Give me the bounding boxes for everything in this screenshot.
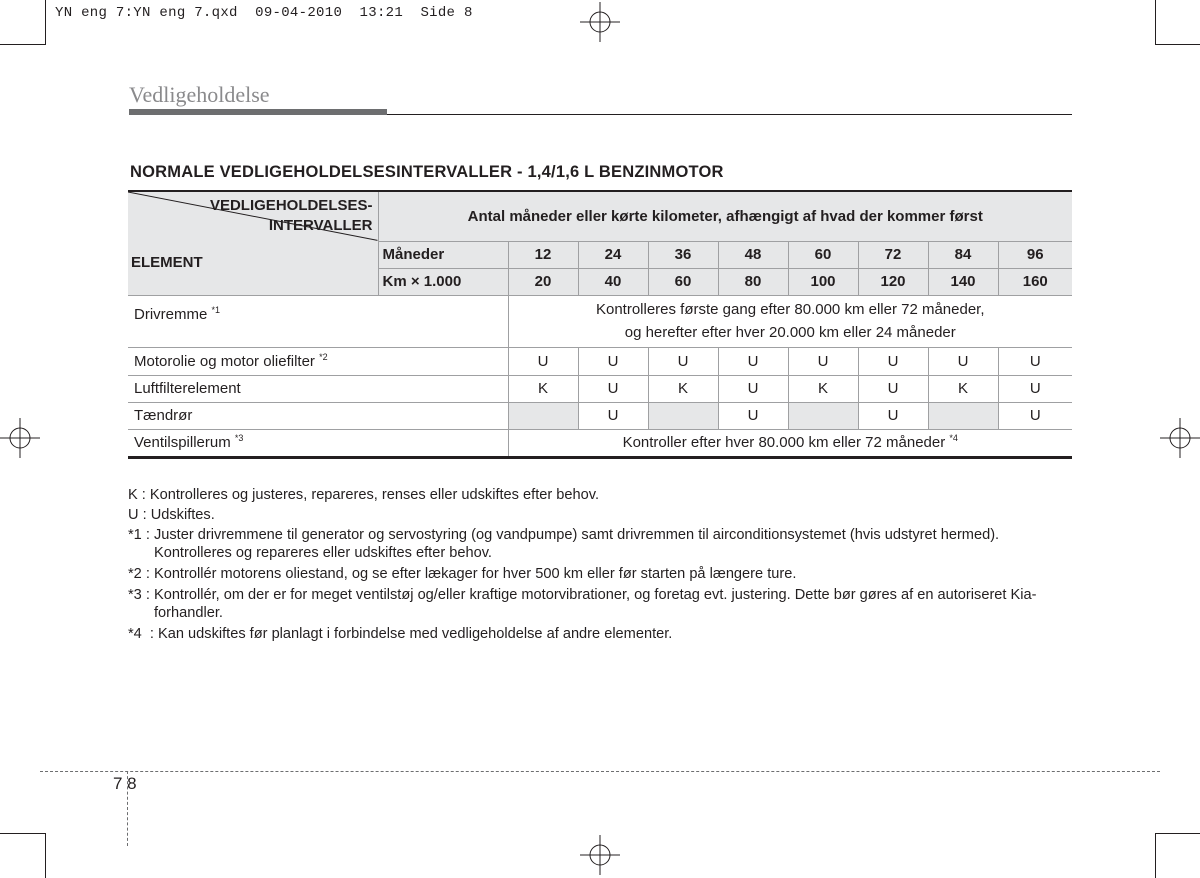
month-cell: 12 xyxy=(508,241,578,268)
row-span-text xyxy=(508,429,1072,457)
registration-mark-icon xyxy=(580,2,620,42)
footnote-text: Udskiftes. xyxy=(150,507,215,523)
crop-mark xyxy=(1155,0,1156,45)
km-label: Km × 1.000 xyxy=(378,268,508,295)
interval-cell: U xyxy=(578,347,648,375)
table-row xyxy=(128,295,1072,347)
km-cell: 140 xyxy=(928,268,998,295)
footnote xyxy=(128,486,1073,504)
interval-cell-empty xyxy=(928,402,998,429)
interval-cell: U xyxy=(718,402,788,429)
interval-cell-empty xyxy=(788,402,858,429)
interval-cell: U xyxy=(718,347,788,375)
row-label-text: Drivremme xyxy=(134,305,208,323)
crop-mark xyxy=(0,833,45,834)
corner-header-element: ELEMENT xyxy=(131,254,203,271)
interval-cell: U xyxy=(928,347,998,375)
month-cell: 84 xyxy=(928,241,998,268)
footnote xyxy=(128,625,1073,643)
row-span-text xyxy=(508,295,1072,347)
interval-cell-empty xyxy=(508,402,578,429)
footnote-ref: *4 xyxy=(949,433,958,443)
footnote-ref: *1 xyxy=(211,304,221,315)
crop-mark xyxy=(0,44,45,45)
footnote xyxy=(128,526,1073,562)
interval-cell: U xyxy=(858,402,928,429)
table-row xyxy=(128,429,1072,457)
corner-header-intervals xyxy=(210,196,373,236)
footnote-text xyxy=(154,526,1073,562)
span-line: Kontroller efter hver 80.000 km eller 72 måneder xyxy=(622,434,946,451)
table-row xyxy=(128,402,1072,429)
footnote-key: *3 : xyxy=(128,587,154,603)
footnote-key: K : xyxy=(128,487,150,503)
footnote-key: *1 : xyxy=(128,527,154,543)
km-cell: 60 xyxy=(648,268,718,295)
interval-cell: U xyxy=(858,347,928,375)
km-cell: 80 xyxy=(718,268,788,295)
interval-cell: U xyxy=(998,402,1072,429)
interval-cell: U xyxy=(858,375,928,402)
month-cell: 24 xyxy=(578,241,648,268)
month-cell: 96 xyxy=(998,241,1072,268)
table-corner-cell xyxy=(128,191,378,295)
interval-cell-empty xyxy=(648,402,718,429)
page-number: 7 8 xyxy=(113,774,137,793)
interval-cell: U xyxy=(998,347,1072,375)
crop-mark xyxy=(1155,833,1156,878)
row-label-text: Motorolie og motor oliefilter xyxy=(134,352,315,370)
month-cell: 72 xyxy=(858,241,928,268)
crop-mark xyxy=(1155,833,1200,834)
interval-cell: K xyxy=(648,375,718,402)
interval-cell: U xyxy=(718,375,788,402)
footnote-text: Kontrolleres og justeres, repareres, renses eller udskiftes efter behov. xyxy=(149,487,600,503)
footnote-ref: *3 xyxy=(234,433,244,443)
row-label: Luftfilterelement xyxy=(128,375,508,402)
footnote-key: *4 : xyxy=(128,626,159,642)
footnote xyxy=(128,586,1073,622)
registration-mark-icon xyxy=(0,418,40,458)
span-header: Antal måneder eller kørte kilometer, afhængigt af hvad der kommer først xyxy=(378,191,1072,241)
registration-mark-icon xyxy=(1160,418,1200,458)
interval-cell: U xyxy=(578,375,648,402)
month-cell: 36 xyxy=(648,241,718,268)
month-cell: 48 xyxy=(718,241,788,268)
interval-cell: K xyxy=(928,375,998,402)
footnote-text: Kontrollér motorens oliestand, og se efter lækager for hver 500 km eller før starten på længere ture. xyxy=(153,566,797,582)
corner-header-line1: VEDLIGEHOLDELSES- xyxy=(209,197,373,214)
footnote-text-line: Kontrolleres og repareres eller udskiftes efter behov. xyxy=(153,545,492,561)
title-rule-accent xyxy=(129,109,387,115)
row-label xyxy=(128,295,508,347)
month-cell: 60 xyxy=(788,241,858,268)
km-cell: 20 xyxy=(508,268,578,295)
footnote-text-line: Juster drivremmene til generator og servostyring (og vandpumpe) samt drivremmen til airconditionsystemet (hvis udstyret hermed). xyxy=(153,527,1000,543)
interval-cell: U xyxy=(578,402,648,429)
footnote-text: Kontrollér, om der er for meget ventilstøj og/eller kraftige motorvibrationer, og foretag evt. justering. Dette bør gøres af en autoriseret Kia-forhandler. xyxy=(153,587,1037,621)
table-heading: NORMALE VEDLIGEHOLDELSESINTERVALLER - 1,4/1,6 L BENZINMOTOR xyxy=(130,163,724,181)
footnote xyxy=(128,506,1073,524)
crop-mark xyxy=(1155,44,1200,45)
km-cell: 40 xyxy=(578,268,648,295)
footnote-key: *2 : xyxy=(128,566,154,582)
interval-cell: K xyxy=(788,375,858,402)
footnotes xyxy=(128,486,1073,643)
interval-cell: K xyxy=(508,375,578,402)
registration-mark-icon xyxy=(580,835,620,875)
row-label xyxy=(128,429,508,457)
km-cell: 160 xyxy=(998,268,1072,295)
interval-cell: U xyxy=(648,347,718,375)
span-line: og herefter efter hver 20.000 km eller 24 måneder xyxy=(624,324,956,341)
table-row xyxy=(128,375,1072,402)
maintenance-table xyxy=(128,190,1072,459)
interval-cell: U xyxy=(788,347,858,375)
interval-cell: U xyxy=(998,375,1072,402)
row-label: Tændrør xyxy=(128,402,508,429)
footnote-text: Kan udskiftes før planlagt i forbindelse med vedligeholdelse af andre elementer. xyxy=(158,626,673,642)
span-line: Kontrolleres første gang efter 80.000 km eller 72 måneder, xyxy=(595,301,985,318)
interval-cell: U xyxy=(508,347,578,375)
crop-mark xyxy=(45,0,46,45)
footnote-key: U : xyxy=(128,507,151,523)
km-cell: 100 xyxy=(788,268,858,295)
corner-header-line2: INTERVALLER xyxy=(268,217,373,234)
footnote-ref: *2 xyxy=(319,351,328,362)
crop-mark xyxy=(45,833,46,878)
section-title: Vedligeholdelse xyxy=(129,82,270,107)
footnote xyxy=(128,565,1073,583)
print-slug: YN eng 7:YN eng 7.qxd 09-04-2010 13:21 Side 8 xyxy=(55,5,473,21)
table-row xyxy=(128,347,1072,375)
months-label: Måneder xyxy=(378,241,508,268)
footer-guide-line xyxy=(40,771,1160,772)
row-label xyxy=(128,347,508,375)
row-label-text: Ventilspillerum xyxy=(134,434,231,451)
km-cell: 120 xyxy=(858,268,928,295)
